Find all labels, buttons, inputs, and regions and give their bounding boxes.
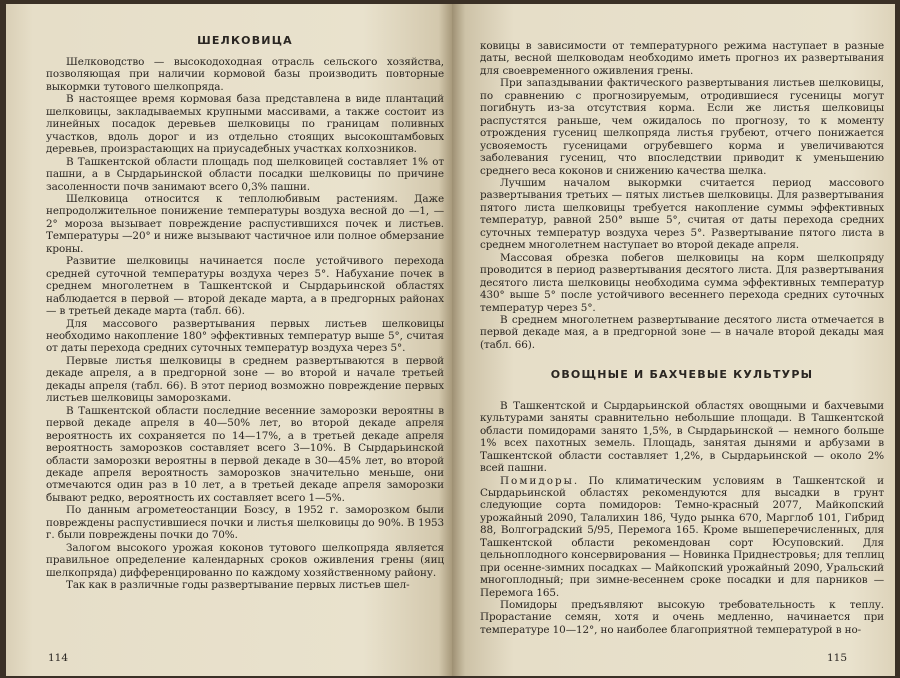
paragraph: В Ташкентской области площадь под шелковицей составляет 1% от пашни, а в Сырдарьинской области посадки шелковицы по причине засоленности почв занимают всего 0,3% пашни. [46, 155, 444, 193]
left-page [6, 4, 452, 676]
paragraph-continued: ковицы в зависимости от температурного режима наступает в разные даты, весной шелководам необходимо иметь прогноз их развертывания для своевременного оживления грены. [480, 40, 884, 77]
paragraph: Шелковица относится к теплолюбивым растениям. Даже непродолжительное понижение температуры воздуха весной до —1, —2° мороза вызывает повреждение распустившихся почек и листьев. Температуры —20° и ниже вызывают частичное или полное обмерзание кроны. [46, 192, 444, 255]
paragraph: В настоящее время кормовая база представлена в виде плантаций шелковицы, закладываемых крупными массивами, а также состоит из линейных посадок деревьев шелковицы по границам поливных участков, вдоль дорог и из отдельно стоящих высокоштамбовых деревьев, произрастающих на приусадебных участках колхозников. [46, 93, 444, 156]
right-text-column [480, 40, 884, 636]
paragraph: В среднем многолетнем развертывание десятого листа отмечается в первой декаде мая, а в предгорной зоне — в начале второй декады мая (табл. 66). [480, 313, 884, 351]
paragraph: При запаздывании фактического развертывания листьев шелковицы, по сравнению с прогнозируемым, отродившиеся гусеницы могут погибнуть из-за отсутствия корма. Если же листья шелковицы распустятся раньше, чем ожидалось по прогнозу, то к моменту отрождения гусениц шелкопряда листья грубеют, отчего понижается усвояемость гусеницами огрубевшего корма и увеличиваются заболевания гусениц, что впоследствии приводит к уменьшению среднего веса коконов и снижению качества шелка. [480, 77, 884, 177]
paragraph: Развитие шелковицы начинается после устойчивого перехода средней суточной температуры воздуха через 5°. Набухание почек в среднем многолетнем в Ташкентской и Сырдарьинской областях наблюдается в первой — второй декаде марта, а в предгорных районах — в третьей декаде марта (табл. 66). [46, 255, 444, 318]
paragraph: Первые листья шелковицы в среднем развертываются в первой декаде апреля, а в предгорной зоне — во второй и начале третьей декады апреля (табл. 66). В этот период возможно повреждение первых листьев шелковицы заморозками. [46, 354, 444, 405]
paragraph: Массовая обрезка побегов шелковицы на корм шелкопряду проводится в период развертывания десятого листа. Для развертывания десятого листа шелковицы необходима сумма эффективных температур 430° выше 5° после устойчивого весеннего перехода средних суточных температур через 5°. [480, 251, 884, 314]
paragraph: В Ташкентской и Сырдарьинской областях овощными и бахчевыми культурами заняты сравнительно небольшие площади. В Ташкентской области помидорами занято 1,5%, в Сырдарьинской — немного больше 1% всех пахотных земель. Площадь, занятая дынями и арбузами в Ташкентской области составляет 1,2%, в Сырдарьинской — около 2% всей пашни. [480, 399, 884, 475]
page-number-left: 114 [48, 652, 69, 664]
spaced-term: Помидоры [500, 474, 574, 487]
right-page [452, 4, 895, 676]
paragraph-tomatoes [480, 475, 884, 600]
paragraph: Так как в различные годы развертывание первых листьев шел- [66, 579, 410, 592]
section-heading-vegetables: ОВОЩНЫЕ И БАХЧЕВЫЕ КУЛЬТУРЫ [550, 368, 814, 382]
section-heading-shelkovitsa: ШЕЛКОВИЦА [197, 34, 293, 47]
paragraph: Шелководство — высокодоходная отрасль сельского хозяйства, позволяющая при наличии кормовой базы производить повторные выкормки тутового шелкопряда. [46, 56, 444, 93]
paragraph: По данным агрометеостанции Бозсу, в 1952 г. заморозком были повреждены распустившиеся почки и листья шелковицы до 90%. В 1953 г. были повреждены почки до 70%. [46, 504, 444, 542]
paragraph: В Ташкентской области последние весенние заморозки вероятны в первой декаде апреля в 40—50% лет, во второй декаде апреля вероятность их сохраняется по 14—17%, а в третьей декаде апреля вероятность заморозков составляет всего 3—10%. В Сырдарьинской области заморозки вероятны в первой декаде в 30—45% лет, во второй декаде апреля вероятность заморозков значительно меньше, они отмечаются один раз в 10 лет, а в третьей декаде апреля заморозки бывают редко, вероятность их составляет всего 1—5%. [46, 404, 444, 504]
paragraph: Залогом высокого урожая коконов тутового шелкопряда является правильное определение календарных сроков оживления грены (яиц шелкопряда) дифференцированно по каждому хозяйственному району. [46, 541, 444, 579]
left-text-column [46, 56, 444, 591]
paragraph-text: . По климатическим условиям в Ташкентской и Сырдарьинской областях рекомендуются для высадки в грунт следующие сорта помидоров: Темно-красный 2077, Майкопский урожайный 2090, Талалихин 186, Чудо рынка 670, Марглоб 101, Гибрид 88, Волгоградский 5/95, Перемога 165. Кроме вышеперечисленных, для Ташкентской области рекомендован сорт Юсуповский. Для цельноплодного консервирования — Новинка Приднестровья; для теплиц при осенне-зимних посадках — Майкопский урожайный 2090, Уральский многоплодный; при зимне-весеннем сроке посадки и для парников — Перемога 165. [480, 474, 884, 599]
paragraph: Лучшим началом выкормки считается период массового развертывания третьих — пятых листьев шелковицы. Для развертывания пятого листа шелковицы требуется накопление суммы эффективных температур, равной 250° выше 5°, считая от даты перехода средних суточных температур воздуха через 5°. Развертывание пятого листа в среднем многолетнем наступает во второй декаде апреля. [480, 176, 884, 252]
paragraph: Помидоры предъявляют высокую требовательность к теплу. Прорастание семян, хотя и очень медленно, начинается при температуре 10—12°, но наиболее благоприятной температурой в но- [480, 599, 884, 636]
page-number-right: 115 [826, 652, 847, 664]
paragraph: Для массового развертывания первых листьев шелковицы необходимо накопление 180° эффективных температур выше 5°, считая от даты перехода средних суточных температур воздуха через 5°. [46, 317, 444, 355]
